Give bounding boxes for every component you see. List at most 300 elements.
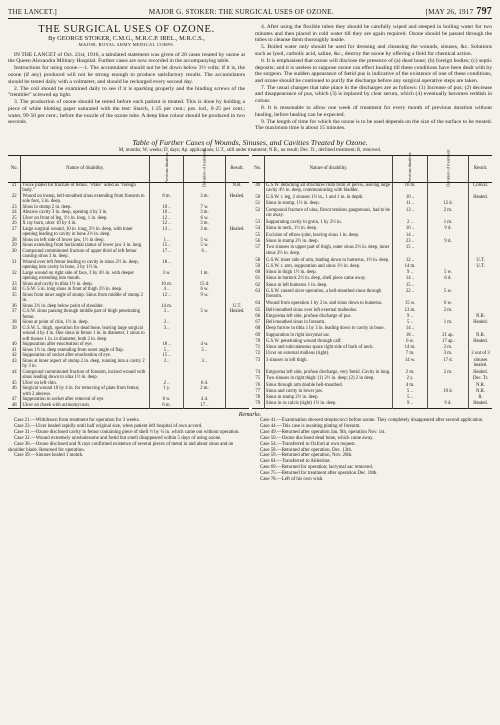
cell-case-number: 55: [255, 232, 261, 238]
cell-case-number: 29: [11, 243, 17, 248]
remark-item: Case 21.—Withdrawn from treatment for operation for 3 weeks.: [14, 418, 140, 423]
remark-item: Case 78.—Left of his own wish.: [260, 477, 324, 483]
cell-previous-duration: 10 ..: [393, 226, 428, 232]
cell-nature: G.S.W. caused ulcer operation, a bell-mouthed sinus through forearm.: [264, 289, 392, 302]
cell-previous-duration: 1 ..: [149, 238, 184, 244]
cell-nature: G.S.W. 5 in. long sinus in front of thigh 2½ in. deep.: [21, 287, 149, 293]
cell-treatment-duration: 5 w.: [184, 243, 225, 249]
article-paragraph: 6. It is emphasised that ozone will disclose the presence of (a) dead bone; (b) foreign bodies; (c) septic deposits; and it is useless to suppose ozone can effect healing till these conditions have been dealt with by the surgeon. The sudden appearance of fœtid pus is indicative of the existence of one of these conditions, and ozone should be continued to purify the discharge before any surgical operative steps are taken.: [255, 57, 492, 84]
cell-nature: Sinus extending from horizontal ramus of lower jaw 3 in. long.: [21, 243, 149, 249]
cell-case-number: 25: [11, 215, 17, 221]
cell-nature: Abscess cavity 3 in. deep, opening 4 by 3 in.: [21, 210, 149, 216]
table-row: [8, 271, 249, 282]
cell-case-number: 59: [255, 263, 261, 269]
cell-case-number: 64: [255, 301, 261, 307]
cell-result: Healed.: [469, 320, 492, 326]
cell-previous-duration: 3 ..: [149, 326, 184, 343]
cell-result: [225, 326, 248, 343]
cell-treatment-duration: 17 ..: [184, 403, 225, 409]
cell-previous-duration: 14 m.: [393, 264, 428, 270]
cell-case-number: 46: [11, 386, 17, 391]
cell-previous-duration: 3 ..: [149, 320, 184, 326]
cell-previous-duration: 4 m.: [393, 383, 428, 389]
remarks: [8, 418, 492, 483]
table-row: [8, 249, 249, 260]
table-row: [8, 386, 249, 397]
cell-case-number: 66: [255, 313, 261, 319]
cell-nature: Surgical wound 10 by 4 in. for removing of plate from femur, with 2 abscess.: [21, 386, 149, 397]
header-center: MAJOR G. STOKER: THE SURGICAL USES OF OZONE.: [148, 8, 334, 16]
cell-previous-duration: 2 ..: [393, 220, 428, 226]
cell-treatment-duration: 6 w.: [427, 301, 468, 307]
cell-previous-duration: 14 ..: [393, 276, 428, 282]
col-header-prev: Previous duration.: [149, 155, 184, 182]
article-affiliation: MAJOR, ROYAL ARMY MEDICAL CORPS.: [78, 42, 175, 48]
cases-table-left: [8, 148, 249, 410]
cell-case-number: 37: [11, 309, 17, 314]
cell-result: Healed.: [225, 194, 248, 205]
article-title: THE SURGICAL USES OF OZONE.: [38, 24, 215, 35]
cell-nature: Sinus in stump 2½ in. deep.: [264, 239, 392, 245]
cell-previous-duration: 13 m.: [393, 308, 428, 314]
cell-result: Dec. Tr.: [469, 376, 492, 382]
table-row: [252, 289, 493, 302]
cell-result: [225, 293, 248, 304]
cell-previous-duration: 3 ..: [149, 309, 184, 320]
cell-case-number: 71: [255, 345, 261, 351]
cell-treatment-duration: 1 m.: [427, 320, 468, 326]
cell-result: N.R.: [469, 333, 492, 339]
cell-nature: Compound comminuted fracture of upper third of left femur causing sinus 3 in. deep.: [21, 249, 149, 260]
table-caption: Table of Further Cases of Wounds, Sinuses, and Cavities Treated by Ozone.: [132, 137, 368, 147]
article-body: [8, 24, 492, 133]
cell-case-number: 41: [11, 347, 17, 353]
cell-treatment-duration: 3 m.: [184, 194, 225, 205]
cell-case-number: 60: [255, 270, 261, 276]
cell-treatment-duration: 2 m.: [427, 370, 468, 376]
article-left-column: [8, 24, 245, 133]
cell-nature: Large surgical wound, 10 in. long, 2½ in. deep, with inner opening leading to cavity in bone 2½ in. deep.: [21, 227, 149, 238]
cell-previous-duration: 12 ..: [149, 293, 184, 304]
cell-previous-duration: 10 ..: [149, 210, 184, 216]
cell-previous-duration: 23 ..: [393, 239, 428, 245]
article-paragraph: 4. After using the flexible tubes they should be carefully wiped and steeped in boiling water for two minutes and then placed in cold water till they are again required. Ozone should be passed through the tubes to cleanse them thoroughly inside.: [255, 24, 492, 44]
remark-item: Case 31.—Ozone disclosed cavity in femur containing piece of shell ½ by ¼ in. which came out without operation.: [14, 429, 240, 435]
cell-previous-duration: 9 ..: [393, 401, 428, 408]
cell-case-number: 21: [11, 182, 17, 188]
table-row: [8, 227, 249, 238]
table-row: [8, 359, 249, 370]
cell-case-number: 52: [255, 207, 261, 213]
cell-nature: Empyema left side, profuse discharge, very fœtid. Cavity in lung.: [264, 370, 392, 376]
remark-item: Case 23.—Ulcer healed rapidly until half original size, when patient left hospital of own accord.: [14, 423, 203, 429]
col-header-dur: Duration of treatment.: [184, 155, 225, 182]
cell-case-number: 74: [255, 370, 261, 376]
table-row: [252, 245, 493, 258]
cell-case-number: 36: [11, 303, 17, 309]
cell-case-number: 79: [255, 401, 261, 407]
cell-treatment-duration: 2 m.: [427, 308, 468, 314]
cell-previous-duration: 15 w.: [393, 301, 428, 307]
cell-case-number: 70: [255, 338, 261, 344]
table-row: [8, 403, 249, 409]
cell-result: N.R.: [469, 314, 492, 320]
cell-result: Healed.: [469, 370, 492, 376]
cell-nature: Sinus at point of chin, 1½ in. deep.: [21, 320, 149, 326]
cell-nature: Large wound on right side of face, 3 by 4½ in. with deeper opening extending into mouth.: [21, 271, 149, 282]
cell-case-number: 53: [255, 220, 261, 226]
cell-case-number: 63: [255, 288, 261, 294]
remark-item: Case 69.—Returned for operation; lacrymal sac removed.: [260, 465, 373, 471]
cell-case-number: 34: [11, 287, 17, 292]
cell-result: U.T.: [469, 264, 492, 270]
cell-nature: 3 sinuses in left thigh.: [264, 358, 392, 371]
cell-case-number: 65: [255, 307, 261, 313]
cell-case-number: 73: [255, 357, 261, 363]
cases-table-right: [252, 148, 493, 410]
cell-previous-duration: 3 ..: [149, 359, 184, 370]
cell-nature: Suppuration in right lacrymal sac.: [264, 333, 392, 339]
table-row: [8, 293, 249, 304]
cell-previous-duration: 14 ..: [393, 326, 428, 332]
cell-nature: Ulcer on front of leg, 1½ in. long, 1 in. deep.: [21, 216, 149, 222]
cell-previous-duration: 14 w.: [393, 358, 428, 371]
cell-case-number: 33: [11, 281, 17, 287]
cell-previous-duration: 1 y.: [149, 386, 184, 397]
remark-item: Case 44.—This case is awaiting plating of forearm.: [260, 423, 361, 429]
article-paragraph: IN THE LANCET of Oct. 21st, 1916, a tabulated statement was given of 20 cases treated by ozone at the Queen Alexandra Military Hospital. Further cases are now recorded in the accompanying table.: [8, 51, 245, 65]
cell-previous-duration: 18 ..: [393, 333, 428, 339]
article-paragraph: 2. The coil should be examined daily to see if it is sparking properly and the binding screws of the "trembler" screwed up tight.: [8, 85, 245, 99]
table-row: [8, 309, 249, 320]
cell-previous-duration: 9 ..: [393, 314, 428, 320]
cell-nature: Ulcer on left chin.: [21, 381, 149, 387]
table-row: [252, 358, 493, 371]
article-paragraph: 9. The length of time for which the ozone is to be used depends on the size of the surface to be treated. The maximum time is about 15 minutes.: [255, 118, 492, 132]
cell-case-number: 61: [255, 276, 261, 282]
cell-nature: G.S.W. L. thigh, operation for dead bone, leaving large surgical wound 4 by 4 in. One sinus in femur 1 in. in diameter, 1 sinus to soft tissues 1 in. in diameter, both 2 in. deep.: [21, 326, 149, 343]
col-header-prev: Previous duration.: [393, 155, 428, 182]
cell-nature: G.S.W. inner side of arm, leading down to humerus, 1½ in. deep.: [264, 258, 392, 264]
cell-case-number: 24: [11, 210, 17, 215]
remark-item: Case 59.—Returned after operation, Nov. 20th.: [260, 453, 353, 459]
cell-case-number: 77: [255, 388, 261, 394]
cell-nature: X ray burn, ulcer 10 by 4 in.: [21, 221, 149, 227]
cell-case-number: 27: [11, 226, 17, 232]
article-byline: By GEORGE STOKER, C.M.G., M.R.C.P. IREL., M.R.C.S.,: [48, 34, 205, 42]
cell-result: U.T.: [469, 258, 492, 264]
cell-previous-duration: 15 ..: [393, 283, 428, 289]
cell-nature: Wound from operation 1 by 3 in. and sinus down to humerus.: [264, 301, 392, 307]
cell-previous-duration: 2 y.: [393, 376, 428, 382]
cell-previous-duration: 11 ..: [393, 201, 428, 207]
cell-case-number: 57: [255, 245, 261, 251]
cell-result: N.R.: [469, 383, 492, 389]
running-header: [8, 6, 492, 19]
cell-nature: Ulcer on external malleus (right).: [264, 351, 392, 357]
cell-case-number: 49: [255, 182, 261, 188]
cell-result: Healed.: [225, 309, 248, 320]
cell-previous-duration: 12 ..: [149, 216, 184, 222]
cell-result: [469, 245, 492, 258]
cell-treatment-duration: 5 w.: [427, 270, 468, 276]
cell-previous-duration: 9 ..: [393, 270, 428, 276]
cell-nature: Sinus in buttock 2½ in. deep, shell piece came away.: [264, 276, 392, 282]
article-paragraph: Instructions for using ozone.—1. The accumulator should not be let down below 3½ volts; if it is, the ozone (if any) produced will not be strong enough to produce satisfactory results. The accumulators should be tested daily with a voltmeter, and should be recharged every second day.: [8, 65, 245, 85]
cell-nature: Sinus and subcutaneous space right side of back of neck.: [264, 345, 392, 351]
cell-treatment-duration: 7 w.: [184, 205, 225, 211]
cell-result: Healed.: [469, 339, 492, 345]
cell-case-number: 50: [255, 195, 261, 201]
cell-previous-duration: 5 ..: [393, 395, 428, 401]
header-left: THE LANCET.]: [8, 8, 57, 16]
cell-treatment-duration: 3 m.: [184, 227, 225, 238]
cell-case-number: 76: [255, 382, 261, 388]
cell-case-number: 31: [11, 259, 17, 265]
cell-result: Healed.: [225, 227, 248, 238]
remark-item: Case 32.—Wound extremely unwholesome and fœtid but smell disappeared within 5 days of using ozone.: [14, 435, 222, 441]
cell-nature: Two sinuses in right thigh: (1) 2½ in. deep; (2) 2 in deep.: [264, 376, 392, 382]
cell-case-number: 28: [11, 237, 17, 243]
cell-previous-duration: 10 ..: [149, 205, 184, 211]
cell-case-number: 54: [255, 226, 261, 232]
cell-result: N.R.: [225, 182, 248, 194]
cell-treatment-duration: 2 m.: [427, 345, 468, 351]
cell-treatment-duration: 6 w.: [184, 287, 225, 293]
cell-treatment-duration: 12 d.: [427, 201, 468, 207]
cell-treatment-duration: 2 m.: [427, 208, 468, 221]
remarks-left-column: [8, 418, 246, 483]
cell-nature: Sinus in os calcis (right) 1½ in. deep.: [264, 401, 392, 408]
cell-case-number: 69: [255, 332, 261, 338]
cell-nature: Bell-mouthed sinus in forearm.: [264, 320, 392, 326]
cell-previous-duration: 4 ..: [149, 287, 184, 293]
cell-nature: G.S.W. detaching all structures from brim of pelvis, leaving large cavity 4½ in. deep, communicating with bladder.: [264, 182, 392, 195]
cell-case-number: 43: [11, 358, 17, 364]
article-paragraph: 7. The usual changes that take place in the discharges are as follows: (1) Increase of pus; (2) decrease and disappearance of pus, which (3) is replaced by clear serum, which (4) eventually becomes reddish in colour.: [255, 84, 492, 105]
cell-nature: Sinus in stump, 1½ in. deep.: [264, 201, 392, 207]
cell-nature: Suppurating cavity in groin, 1 by 2½ in.: [264, 220, 392, 226]
cell-previous-duration: 3 w.: [149, 271, 184, 282]
cell-nature: Empyema left side, profuse discharge of pus.: [264, 314, 392, 320]
cell-nature: Suppuration of socket after enucleation of eye.: [21, 353, 149, 359]
cell-nature: Sinus in neck, 1½ in. deep.: [264, 226, 392, 232]
cell-result: [225, 403, 248, 409]
cell-treatment-duration: 21 ap.: [427, 333, 468, 339]
cell-previous-duration: 22 ..: [393, 289, 428, 302]
cell-nature: Compound comminuted fracture of forearm, incised wound with sinus leading down to ulna 1½ in. deep.: [21, 370, 149, 381]
cell-case-number: 39: [11, 325, 17, 331]
cell-nature: Sinus in stump 2½ in. deep.: [264, 395, 392, 401]
cell-nature: Sinus at inner aspect of stump 2 in. deep, running into a cavity 2 by 3 in.: [21, 359, 149, 370]
article-paragraph: 3. The production of ozone should be tested before each patient is treated. This is done by holding a piece of white blotting paper saturated with the test: Starch, 1·25 per cent.; pot. iod., 0·25 per cent.; water, 99·50 per cent.; before the nozzle of the ozone tube. A deep blue colour should be produced in two seconds.: [8, 99, 245, 126]
cell-case-number: 30: [11, 248, 17, 254]
cell-case-number: 68: [255, 326, 261, 332]
cell-previous-duration: 15 ..: [393, 245, 428, 258]
cell-previous-duration: [149, 182, 184, 194]
cell-result: [225, 359, 248, 370]
remark-item: Case 75.—Returned for treatment after operation Dec. 18th.: [260, 471, 378, 477]
cell-nature: Sinus and cavity in lower jaw.: [264, 389, 392, 395]
cell-treatment-duration: 6 w.: [184, 216, 225, 222]
cell-case-number: 22: [11, 193, 17, 199]
cell-nature: Wound on instep, bell-mouthed sinus extending from forearm to sole foot, 3 in. deep.: [21, 194, 149, 205]
table-row: [252, 182, 493, 195]
cell-treatment-duration: 4 d.: [184, 397, 225, 403]
article-right-column: [255, 24, 492, 133]
table-key: M, months; W, weeks; D, days; Ap. applications; U.T., still under treatment; N.R., no result; Dec. Tr., declined treatment; R, removed.: [118, 147, 382, 153]
cell-case-number: 40: [11, 342, 17, 347]
cell-case-number: 47: [11, 397, 17, 402]
cell-treatment-duration: 5 w.: [184, 238, 225, 244]
table-row: [252, 208, 493, 221]
col-header-no: No.: [252, 155, 265, 182]
cell-previous-duration: 5 ..: [393, 389, 428, 395]
cell-nature: G.S.W. penetrating wound through calf.: [264, 339, 392, 345]
col-header-nature: Nature of disability.: [264, 155, 392, 182]
cell-result: sinuses healed.: [469, 358, 492, 371]
cell-treatment-duration: 1 m.: [427, 220, 468, 226]
col-header-nature: Nature of disability.: [21, 155, 149, 182]
cell-case-number: 51: [255, 201, 261, 207]
cell-result: [225, 271, 248, 282]
cell-treatment-duration: 5 w.: [427, 289, 468, 302]
cell-treatment-duration: 6 d.: [427, 276, 468, 282]
cell-treatment-duration: [184, 260, 225, 271]
cell-case-number: 44: [11, 369, 17, 375]
cell-case-number: 56: [255, 238, 261, 244]
cell-nature: Sinus in left humerus 1 in. deep.: [264, 283, 392, 289]
remark-item: Case 54.—Transferred to Oxford at own request.: [260, 441, 356, 447]
cell-nature: G.S.W. sinus passing through middle part of thigh penetrating femur.: [21, 309, 149, 320]
cell-previous-duration: 6 w.: [149, 397, 184, 403]
remarks-right-column: [254, 418, 492, 483]
col-header-no: No.: [8, 155, 21, 182]
cell-previous-duration: 2 m.: [393, 370, 428, 376]
cell-previous-duration: 7 m.: [393, 351, 428, 357]
cell-previous-duration: 13 ..: [393, 208, 428, 221]
cell-result: [469, 289, 492, 302]
cell-treatment-duration: 9 w.: [184, 293, 225, 304]
cell-nature: Bell-mouthed sinus over left external malleolus.: [264, 308, 392, 314]
cell-previous-duration: [149, 370, 184, 381]
cell-treatment-duration: [184, 326, 225, 343]
remark-item: Case 58.—Returned after operation, Dec. 13th.: [260, 447, 353, 453]
cell-previous-duration: 18 ..: [149, 260, 184, 271]
cell-nature: Twice plated for fracture of femur. "Plate" acted as "foreign body.": [21, 182, 149, 194]
cell-nature: Sinus through arm double bell-mouthed.: [264, 383, 392, 389]
col-header-result: Result.: [469, 155, 492, 182]
cell-treatment-duration: 9 d.: [427, 239, 468, 245]
cell-case-number: 75: [255, 376, 261, 382]
cell-previous-duration: 14 m.: [393, 345, 428, 351]
cell-result: [225, 386, 248, 397]
cell-nature: Suppuration in socket after removal of eye.: [21, 397, 149, 403]
cell-previous-duration: 13 ..: [149, 227, 184, 238]
cell-treatment-duration: 15 d.: [184, 282, 225, 288]
cell-previous-duration: 17 ..: [149, 249, 184, 260]
cell-case-number: 26: [11, 221, 17, 226]
cell-result: [225, 249, 248, 260]
cell-nature: Deep furrow in tibia 1 by 3 in. leading down to cavity in bone.: [264, 326, 392, 332]
article-paragraph: 5. Boiled water only should be used for dressing and cleansing the wounds, sinuses, &c. Solutions such as lysol, carbolic acid, saline, &c., destroy the ozone by offering a field for chemical action.: [255, 44, 492, 57]
cell-case-number: 38: [11, 320, 17, 325]
cell-treatment-duration: 9 d.: [427, 401, 468, 408]
cell-nature: Ulcer on cheek with actinomycosis.: [21, 403, 149, 409]
cell-nature: G.S.W. r. leg, 2 sinuses 1½ in., 1 and 1 in. in depth.: [264, 195, 392, 201]
cell-result: Healed.: [469, 195, 492, 201]
cell-previous-duration: 8 m.: [149, 194, 184, 205]
cell-nature: Wound over left femur leading to cavity in sinus 2½ in. deep, opening into cavity in bone, 3 by 1½ in.: [21, 260, 149, 271]
cell-nature: Sinus 3½ in. deep below point of shoulder.: [21, 304, 149, 310]
cell-nature: Compound fracture of ulna, flexor tendons gangrenous, had to be cut away.: [264, 208, 392, 221]
cell-case-number: 58: [255, 257, 261, 263]
cell-previous-duration: 15 ..: [149, 353, 184, 359]
page: [8, 6, 492, 713]
cell-nature: Excision of elbow-joint, leaving sinus 1 in. deep.: [264, 233, 392, 239]
cell-treatment-duration: 3 ..: [184, 359, 225, 370]
cell-case-number: 62: [255, 282, 261, 288]
cell-previous-duration: 10 m.: [149, 282, 184, 288]
article-paragraph: 8. It is reasonable to allow one week of treatment for every month of previous duration without healing, before healing can be expected.: [255, 105, 492, 118]
cell-treatment-duration: 4 w.: [184, 342, 225, 348]
cell-case-number: 23: [11, 204, 17, 210]
cell-previous-duration: 14 ..: [393, 233, 428, 239]
cell-treatment-duration: 3 m.: [184, 210, 225, 216]
cell-nature: G.S.W. r. arm, suppuration and sinus 1½ in. deep.: [264, 264, 392, 270]
cell-previous-duration: 15 ..: [149, 243, 184, 249]
remark-item: Case 50.—Ozone disclosed dead bone, which came away.: [260, 435, 374, 441]
cell-previous-duration: 10 ..: [393, 195, 428, 201]
remark-item: Case 36.—Ozone disclosed and X rays confirmed existence of several pieces of metal in and about sinus and on shoulder blade. Returned for operation.: [8, 441, 234, 453]
cell-treatment-duration: [427, 245, 468, 258]
cell-case-number: 72: [255, 351, 261, 357]
col-header-result: Result.: [225, 155, 248, 182]
cell-case-number: 67: [255, 320, 261, 326]
remark-item: Case 39.—Sinuses healed 1 month.: [14, 453, 84, 459]
cell-result: [225, 260, 248, 271]
cell-nature: Sinus in stump 2 in. deep.: [21, 205, 149, 211]
cell-result: U.T.: [225, 304, 248, 310]
cell-case-number: 48: [11, 402, 17, 408]
table-row: [8, 370, 249, 381]
table-row: [8, 326, 249, 343]
cell-treatment-duration: 3 m.: [184, 221, 225, 227]
cell-previous-duration: 6 w.: [393, 339, 428, 345]
cell-result: 2 out of 3: [469, 351, 492, 357]
cell-result: Healed.: [469, 401, 492, 408]
cell-nature: Sinus from inner angle of stump. Sinus from middle of stump 2 in.: [21, 293, 149, 304]
cell-nature: Sinus on left side of lower jaw, 1½ in deep.: [21, 238, 149, 244]
remark-item: Case 64.—Transferred to Aldershot.: [260, 459, 331, 465]
cell-case-number: 32: [11, 270, 17, 276]
table-row: [8, 182, 249, 194]
cell-previous-duration: 16 m.: [393, 182, 428, 195]
cell-treatment-duration: 17 ap.: [427, 339, 468, 345]
cell-nature: Sinus 1½ in. deep extending from outer angle of flap.: [21, 348, 149, 354]
cell-previous-duration: 5 ..: [149, 348, 184, 354]
cell-case-number: 78: [255, 395, 261, 401]
remark-item: Case 49.—Returned after operation Jan. 9th, operation Nov. 1st.: [260, 429, 386, 435]
cell-nature: Suppuration after enucleation of eye.: [21, 342, 149, 348]
header-right: [MAY 26, 1917 797: [425, 6, 492, 17]
cell-case-number: 42: [11, 353, 17, 358]
cell-treatment-duration: 3 m.: [427, 351, 468, 357]
cell-result: N.R.: [469, 389, 492, 395]
cell-treatment-duration: 5 ..: [184, 348, 225, 354]
cell-case-number: 35: [11, 292, 17, 298]
cell-result: Conval.: [469, 182, 492, 195]
